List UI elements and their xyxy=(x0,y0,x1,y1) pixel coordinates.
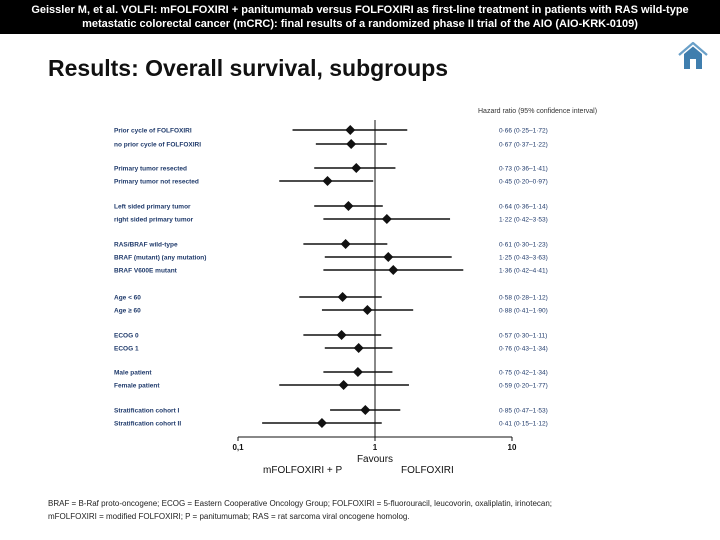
subgroup-label: Primary tumor not resected xyxy=(114,178,199,186)
hazard-ratio-value: 0·64 (0·36–1·14) xyxy=(499,203,548,211)
subgroup-label: Stratification cohort II xyxy=(114,420,182,428)
column-header: Hazard ratio (95% confidence interval) xyxy=(478,108,598,115)
subgroup-label: BRAF (mutant) (any mutation) xyxy=(114,254,207,262)
hazard-ratio-marker xyxy=(354,343,364,353)
hazard-ratio-value: 1·25 (0·43–3·63) xyxy=(499,254,548,262)
subgroup-label: Prior cycle of FOLFOXIRI xyxy=(114,127,192,135)
hazard-ratio-value: 0·57 (0·30–1·11) xyxy=(499,332,548,340)
hazard-ratio-marker xyxy=(339,380,349,390)
subgroup-label: Stratification cohort I xyxy=(114,407,180,415)
hazard-ratio-marker xyxy=(317,418,327,428)
footnote-line-2: mFOLFOXIRI = modified FOLFOXIRI; P = panitumumab; RAS = rat sarcoma viral oncogene homolog. xyxy=(48,512,410,521)
favours-right-label: FOLFOXIRI xyxy=(401,465,454,476)
x-tick-label: 1 xyxy=(372,443,378,452)
favours-left-label: mFOLFOXIRI + P xyxy=(263,465,343,476)
subgroup-label: ECOG 1 xyxy=(114,345,139,353)
hazard-ratio-value: 0·66 (0·25–1·72) xyxy=(499,127,548,135)
citation-line-1: Geissler M, et al. VOLFI: mFOLFOXIRI + panitumumab versus FOLFOXIRI as first-line treatment in patients with RAS wild-type xyxy=(31,4,689,16)
subgroup-label: RAS/BRAF wild-type xyxy=(114,241,178,249)
subgroup-label: ECOG 0 xyxy=(114,332,139,340)
hazard-ratio-value: 1·22 (0·42–3·53) xyxy=(499,216,548,224)
hazard-ratio-value: 0·75 (0·42–1·34) xyxy=(499,369,548,377)
hazard-ratio-marker xyxy=(338,292,348,302)
hazard-ratio-value: 0·58 (0·28–1·12) xyxy=(499,294,548,302)
subgroup-label: Male patient xyxy=(114,369,152,377)
x-tick-label: 10 xyxy=(507,443,517,452)
subgroup-label: Female patient xyxy=(114,382,160,390)
hazard-ratio-marker xyxy=(322,176,332,186)
hazard-ratio-marker xyxy=(362,305,372,315)
hazard-ratio-marker xyxy=(383,252,393,262)
hazard-ratio-value: 0·67 (0·37–1·22) xyxy=(499,141,548,149)
home-icon[interactable] xyxy=(676,40,710,72)
hazard-ratio-value: 0·76 (0·43–1·34) xyxy=(499,345,548,353)
hazard-ratio-marker xyxy=(341,239,351,249)
citation-line-2: metastatic colorectal cancer (mCRC): final results of a randomized phase II trial of the AIO (AIO-KRK-0109) xyxy=(82,18,638,30)
hazard-ratio-marker xyxy=(337,330,347,340)
subgroup-label: Age < 60 xyxy=(114,294,141,302)
citation-header xyxy=(0,0,720,34)
hazard-ratio-value: 0·45 (0·20–0·97) xyxy=(499,178,548,186)
hazard-ratio-marker xyxy=(360,405,370,415)
hazard-ratio-value: 0·41 (0·15–1·12) xyxy=(499,420,548,428)
axis-caption: Favours xyxy=(356,454,394,465)
forest-plot xyxy=(0,100,720,480)
hazard-ratio-value: 0·85 (0·47–1·53) xyxy=(499,407,548,415)
hazard-ratio-marker xyxy=(345,125,355,135)
hazard-ratio-value: 0·59 (0·20–1·77) xyxy=(499,382,548,390)
subgroup-label: no prior cycle of FOLFOXIRI xyxy=(114,141,202,149)
hazard-ratio-value: 0·73 (0·36–1·41) xyxy=(499,165,548,173)
hazard-ratio-marker xyxy=(388,265,398,275)
hazard-ratio-value: 0·61 (0·30–1·23) xyxy=(499,241,548,249)
subgroup-label: Primary tumor resected xyxy=(114,165,187,173)
slide-title: Results: Overall survival, subgroups xyxy=(48,55,449,81)
subgroup-label: right sided primary tumor xyxy=(114,216,194,224)
footnote xyxy=(48,497,678,523)
subgroup-label: Age ≥ 60 xyxy=(114,307,141,315)
hazard-ratio-marker xyxy=(351,163,361,173)
hazard-ratio-marker xyxy=(343,201,353,211)
footnote-line-1: BRAF = B-Raf proto-oncogene; ECOG = Eastern Cooperative Oncology Group; FOLFOXIRI = 5-fluorouracil, leucovorin, oxaliplatin, irinotecan; xyxy=(48,499,553,508)
hazard-ratio-value: 1·36 (0·42–4·41) xyxy=(499,267,548,275)
hazard-ratio-marker xyxy=(353,367,363,377)
hazard-ratio-value: 0·88 (0·41–1·90) xyxy=(499,307,548,315)
x-tick-label: 0,1 xyxy=(232,443,244,452)
hazard-ratio-marker xyxy=(346,139,356,149)
subgroup-label: BRAF V600E mutant xyxy=(114,267,177,275)
subgroup-label: Left sided primary tumor xyxy=(114,203,191,211)
hazard-ratio-marker xyxy=(382,214,392,224)
